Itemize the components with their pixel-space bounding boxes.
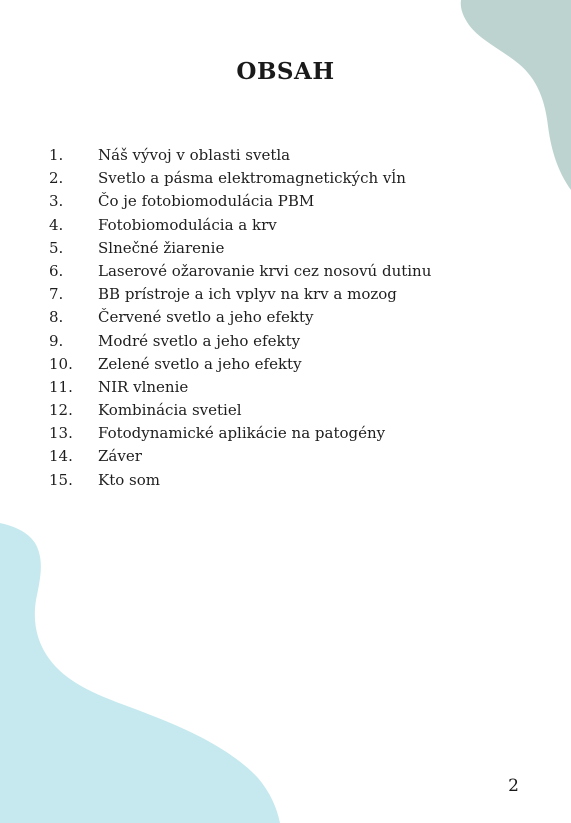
toc-item xyxy=(49,445,431,468)
table-of-contents xyxy=(49,144,431,492)
toc-item-label: NIR vlnenie xyxy=(98,377,189,396)
toc-item-label: Laserové ožarovanie krvi cez nosovú dutinu xyxy=(98,261,432,280)
toc-item xyxy=(49,469,431,492)
toc-item-label: Fotodynamické aplikácie na patogény xyxy=(98,424,386,443)
toc-item xyxy=(49,144,431,167)
bottom-left-blob xyxy=(0,523,280,823)
toc-item-label: Fotobiomodulácia a krv xyxy=(98,215,277,234)
toc-item xyxy=(49,214,431,237)
toc-item-label: Kombinácia svetiel xyxy=(98,401,242,420)
toc-item-number: 9. xyxy=(49,331,64,350)
toc-item-label: Červené svetlo a jeho efekty xyxy=(98,308,314,327)
toc-item-number: 3. xyxy=(49,192,64,211)
toc-item-label: Kto som xyxy=(98,470,160,489)
toc-item xyxy=(49,237,431,260)
toc-item-label: Slnečné žiarenie xyxy=(98,238,225,257)
toc-item-label: Svetlo a pásma elektromagnetických vĺn xyxy=(98,169,406,188)
toc-item-number: 15. xyxy=(49,470,73,489)
toc-item-label: Náš vývoj v oblasti svetla xyxy=(98,146,291,164)
toc-item-number: 11. xyxy=(49,377,73,396)
toc-item xyxy=(49,306,431,329)
toc-item xyxy=(49,190,431,213)
toc-item-label: Čo je fotobiomodulácia PBM xyxy=(98,192,315,211)
toc-item-label: Modré svetlo a jeho efekty xyxy=(98,331,301,350)
toc-item-number: 8. xyxy=(49,308,64,327)
toc-item-label: Záver xyxy=(98,447,142,466)
toc-item-number: 13. xyxy=(49,424,73,443)
toc-item-label: Zelené svetlo a jeho efekty xyxy=(98,354,302,373)
page-number: 2 xyxy=(508,776,519,796)
toc-item-number: 12. xyxy=(49,401,73,420)
toc-item xyxy=(49,260,431,283)
top-right-blob xyxy=(461,0,571,190)
toc-item-number: 5. xyxy=(49,238,64,257)
toc-item xyxy=(49,399,431,422)
toc-item-number: 1. xyxy=(49,146,64,164)
toc-item-number: 14. xyxy=(49,447,73,466)
toc-item-number: 7. xyxy=(49,285,64,304)
toc-item-number: 6. xyxy=(49,261,64,280)
toc-item xyxy=(49,422,431,445)
toc-item xyxy=(49,376,431,399)
toc-item-label: BB prístroje a ich vplyv na krv a mozog xyxy=(98,285,397,304)
toc-item-number: 4. xyxy=(49,215,64,234)
toc-item xyxy=(49,330,431,353)
toc-item-number: 10. xyxy=(49,354,73,373)
page-title: OBSAH xyxy=(236,58,335,85)
toc-item xyxy=(49,353,431,376)
toc-item xyxy=(49,167,431,190)
toc-item-number: 2. xyxy=(49,169,64,188)
toc-item xyxy=(49,283,431,306)
